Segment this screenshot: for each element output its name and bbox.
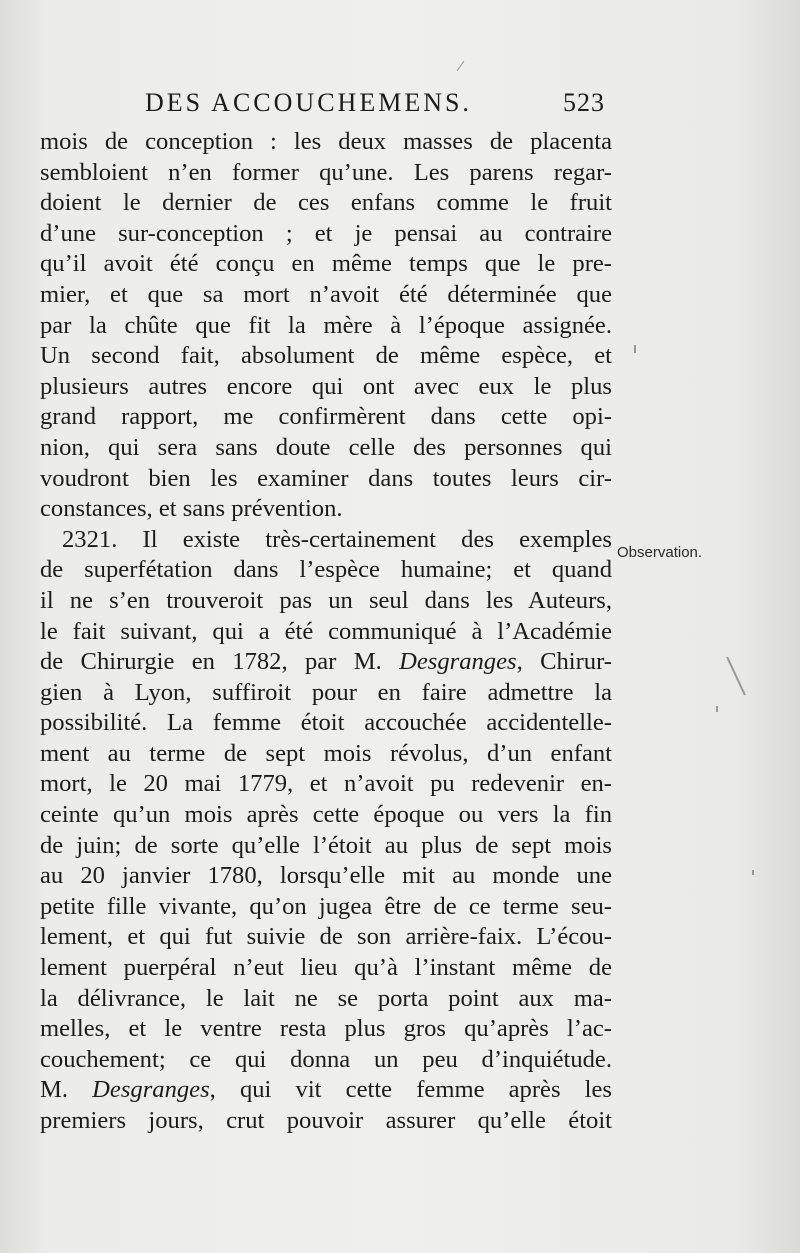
scan-speck [634, 345, 636, 353]
margin-note-observation: Observation. [617, 544, 703, 561]
text-line: mois de conception : les deux masses de placenta [40, 128, 612, 155]
scan-speck [716, 706, 718, 712]
text-line: de juin; de sorte qu’elle l’étoit au plus de sept mois [40, 831, 612, 859]
text-line: par la chûte que fit la mère à l’époque assignée. [40, 311, 612, 339]
text-line: ment au terme de sept mois révolus, d’un enfant [40, 739, 612, 767]
text-line: lement puerpéral n’eut lieu qu’à l’instant même de [40, 954, 612, 982]
text-line: d’une sur-conception ; et je pensai au contraire [40, 219, 612, 247]
page-number: 523 [563, 88, 605, 117]
text-line: possibilité. La femme étoit accouchée accidentelle- [40, 709, 612, 737]
text-line: constances, et sans prévention. [40, 495, 343, 523]
text-line: la délivrance, le lait ne se porta point aux ma- [40, 984, 612, 1012]
text-line: premiers jours, crut pouvoir assurer qu’elle étoit [40, 1107, 612, 1134]
text-line: de Chirurgie en 1782, par M. Desgranges, Chirur- [40, 648, 612, 676]
running-header [145, 88, 605, 122]
text-line: gien à Lyon, suffiroit pour en faire admettre la [40, 678, 612, 706]
scan-speck [752, 870, 754, 875]
text-line: voudront bien les examiner dans toutes leurs cir- [40, 464, 612, 492]
text-line: qu’il avoit été conçu en même temps que le pre- [40, 250, 612, 278]
scan-speck [457, 61, 465, 71]
text-line: mier, et que sa mort n’avoit été déterminée que [40, 280, 612, 308]
text-line: 2321. Il existe très-certainement des exemples [62, 525, 612, 553]
text-line: de superfétation dans l’espèce humaine; et quand [40, 556, 612, 584]
text-line: melles, et le ventre resta plus gros qu’après l’ac- [40, 1015, 612, 1043]
text-line: au 20 janvier 1780, lorsqu’elle mit au monde une [40, 862, 612, 890]
text-line: sembloient n’en former qu’une. Les parens regar- [40, 158, 612, 186]
text-line: doient le dernier de ces enfans comme le fruit [40, 189, 612, 217]
text-line: lement, et qui fut suivie de son arrière-faix. L’écou- [40, 923, 612, 951]
scan-speck [726, 657, 746, 696]
header-title: DES ACCOUCHEMENS. [145, 88, 472, 117]
text-line: plusieurs autres encore qui ont avec eux le plus [40, 372, 612, 400]
text-line: le fait suivant, qui a été communiqué à l’Académie [40, 617, 612, 645]
text-line: ceinte qu’un mois après cette époque ou vers la fin [40, 801, 612, 829]
text-line: nion, qui sera sans doute celle des personnes qui [40, 433, 612, 461]
text-line: petite fille vivante, qu’on jugea être de ce terme seu- [40, 892, 612, 920]
text-line: Un second fait, absolument de même espèce, et [40, 342, 612, 370]
body-text [40, 127, 612, 1137]
italic-name: Desgranges [92, 1076, 210, 1104]
text-line: M. Desgranges, qui vit cette femme après les [40, 1076, 612, 1104]
text-line: couchement; ce qui donna un peu d’inquiétude. [40, 1045, 612, 1073]
italic-name: Desgranges [399, 648, 517, 676]
text-line: mort, le 20 mai 1779, et n’avoit pu redevenir en- [40, 770, 612, 798]
text-line: il ne s’en trouveroit pas un seul dans les Auteurs, [40, 586, 612, 614]
text-line: grand rapport, me confirmèrent dans cette opi- [40, 403, 612, 431]
